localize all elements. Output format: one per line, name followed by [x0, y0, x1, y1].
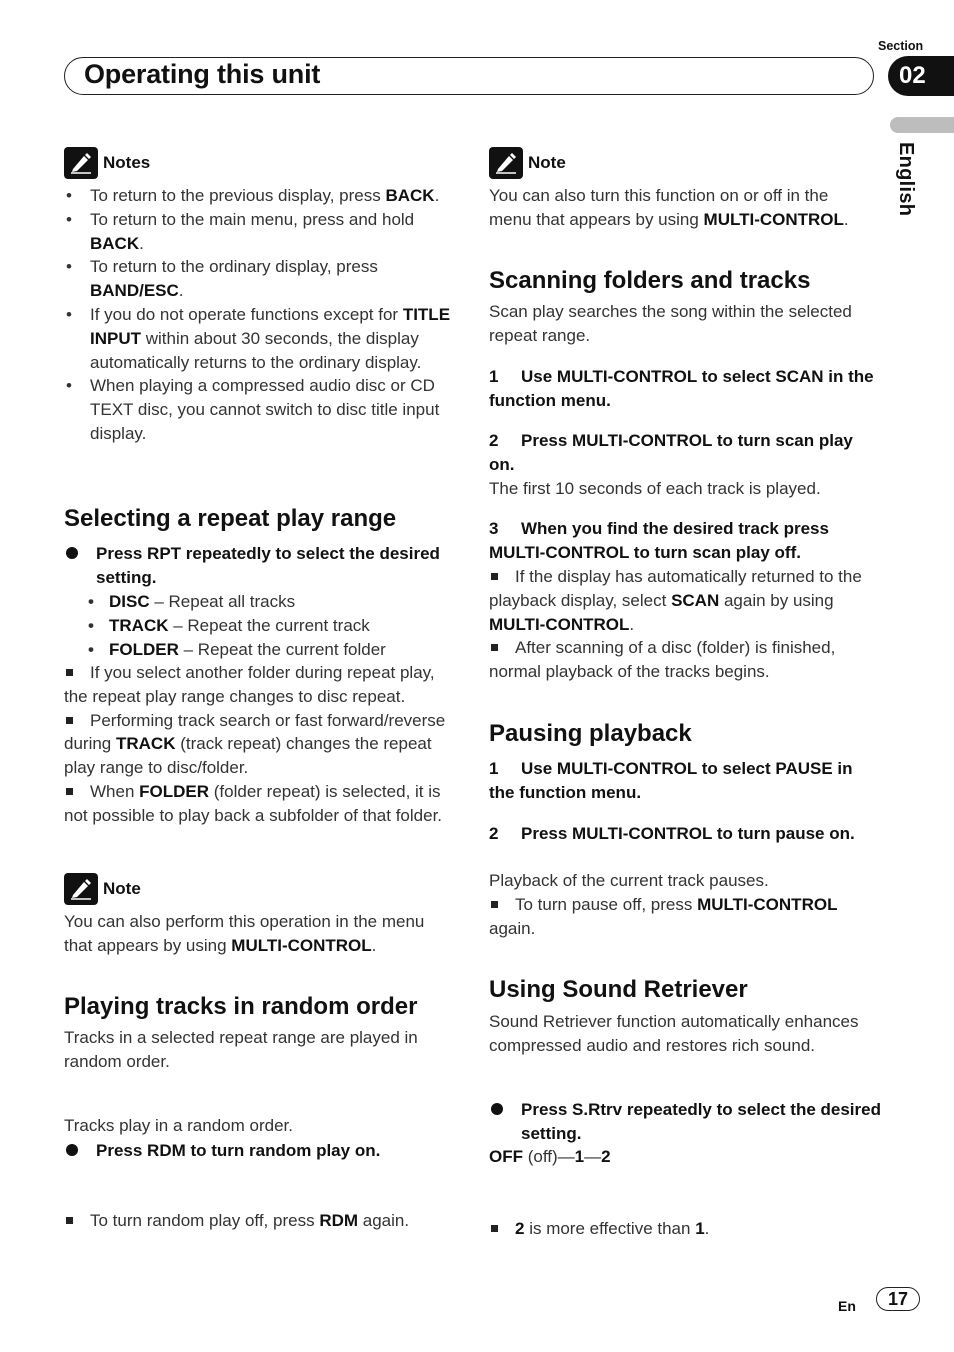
scan-step-3: 3 When you find the desired track press MULTI-CONTROL to turn scan play off. [489, 519, 829, 562]
language-tab-label: English [895, 142, 917, 217]
random-step: Press RDM to turn random play on. [64, 1139, 484, 1163]
list-item: • To return to the previous display, press BACK. [66, 186, 440, 205]
right-column [489, 0, 881, 1238]
page-number: 17 [876, 1287, 920, 1311]
repeat-info [64, 661, 454, 828]
retriever-step: Press S.Rtrv repeatedly to select the desired setting. [489, 1098, 909, 1146]
note-header [489, 147, 566, 179]
language-tab-bar [890, 117, 954, 133]
scan-step-2: 2 Press MULTI-CONTROL to turn scan play on. [489, 431, 853, 474]
note-text: You can also perform this operation in the menu that appears by using MULTI-CONTROL. [64, 912, 425, 955]
random-result: Tracks play in a random order. [64, 1116, 293, 1135]
info-item: If you select another folder during repeat play, the repeat play range changes to disc repeat. [64, 663, 435, 706]
pause-info [489, 893, 859, 941]
pause-result: Playback of the current track pauses. [489, 871, 769, 890]
left-column [64, 0, 452, 1231]
list-item: • To return to the main menu, press and hold BACK. [66, 209, 415, 253]
info-item: To turn pause off, press MULTI-CONTROL again. [489, 895, 838, 938]
note-title: Note [103, 879, 141, 898]
notes-list [64, 184, 454, 446]
scan-intro: Scan play searches the song within the selected repeat range. [489, 302, 852, 345]
note-header [64, 873, 141, 905]
pencil-note-icon [64, 147, 98, 179]
random-info: To turn random play off, press RDM again. [64, 1209, 452, 1233]
repeat-step: Press RPT repeatedly to select the desired setting. [64, 542, 476, 590]
info-item: Performing track search or fast forward/reverse during TRACK (track repeat) changes the repeat play range to disc/folder. [64, 710, 446, 778]
section-number-badge: 02 [888, 56, 954, 96]
scan-step-2-result: The first 10 seconds of each track is played. [489, 479, 821, 498]
scan-step-1: 1 Use MULTI-CONTROL to select SCAN in the function menu. [489, 367, 874, 410]
list-item: • DISC – Repeat all tracks [88, 592, 296, 611]
note-text: You can also turn this function on or off in the menu that appears by using MULTI-CONTROL. [489, 186, 849, 229]
repeat-heading: Selecting a repeat play range [64, 505, 397, 532]
info-item: If the display has automatically returned to the playback display, select SCAN again by using MULTI-CONTROL. [489, 567, 862, 634]
list-item: • TRACK – Repeat the current track [88, 615, 370, 635]
pause-step-1: 1 Use MULTI-CONTROL to select PAUSE in the function menu. [489, 759, 853, 802]
retriever-options: OFF (off)—1—2 [489, 1147, 611, 1166]
note-title: Note [528, 153, 566, 172]
footer-language: En [838, 1298, 856, 1314]
scan-info [489, 565, 877, 684]
pencil-note-icon [489, 147, 523, 179]
notes-title: Notes [103, 153, 151, 172]
scan-heading: Scanning folders and tracks [489, 267, 811, 294]
retriever-intro: Sound Retriever function automatically enhances compressed audio and restores rich sound. [489, 1012, 859, 1055]
list-item: • FOLDER – Repeat the current folder [88, 639, 386, 659]
retriever-heading: Using Sound Retriever [489, 976, 748, 1003]
list-item: • When playing a compressed audio disc or CD TEXT disc, you cannot switch to disc title input display. [66, 376, 440, 443]
random-intro: Tracks in a selected repeat range are played in random order. [64, 1028, 418, 1071]
repeat-options [64, 590, 454, 661]
pause-heading: Pausing playback [489, 720, 692, 747]
section-label: Section [878, 39, 924, 53]
info-item: After scanning of a disc (folder) is finished, normal playback of the tracks begins. [489, 638, 836, 682]
notes-header [64, 147, 150, 179]
retriever-info: 2 is more effective than 1. [489, 1217, 903, 1241]
list-item: • To return to the ordinary display, press BAND/ESC. [66, 257, 378, 301]
info-item: When FOLDER (folder repeat) is selected, it is not possible to play back a subfolder of that folder. [64, 781, 443, 825]
list-item: • If you do not operate functions except for TITLE INPUT within about 30 seconds, the display automatically returns to the ordinary display. [66, 304, 451, 372]
random-heading: Playing tracks in random order [64, 993, 418, 1020]
page-title: Operating this unit [84, 59, 321, 89]
pause-step-2: 2 Press MULTI-CONTROL to turn pause on. [489, 824, 855, 843]
pencil-note-icon [64, 873, 98, 905]
